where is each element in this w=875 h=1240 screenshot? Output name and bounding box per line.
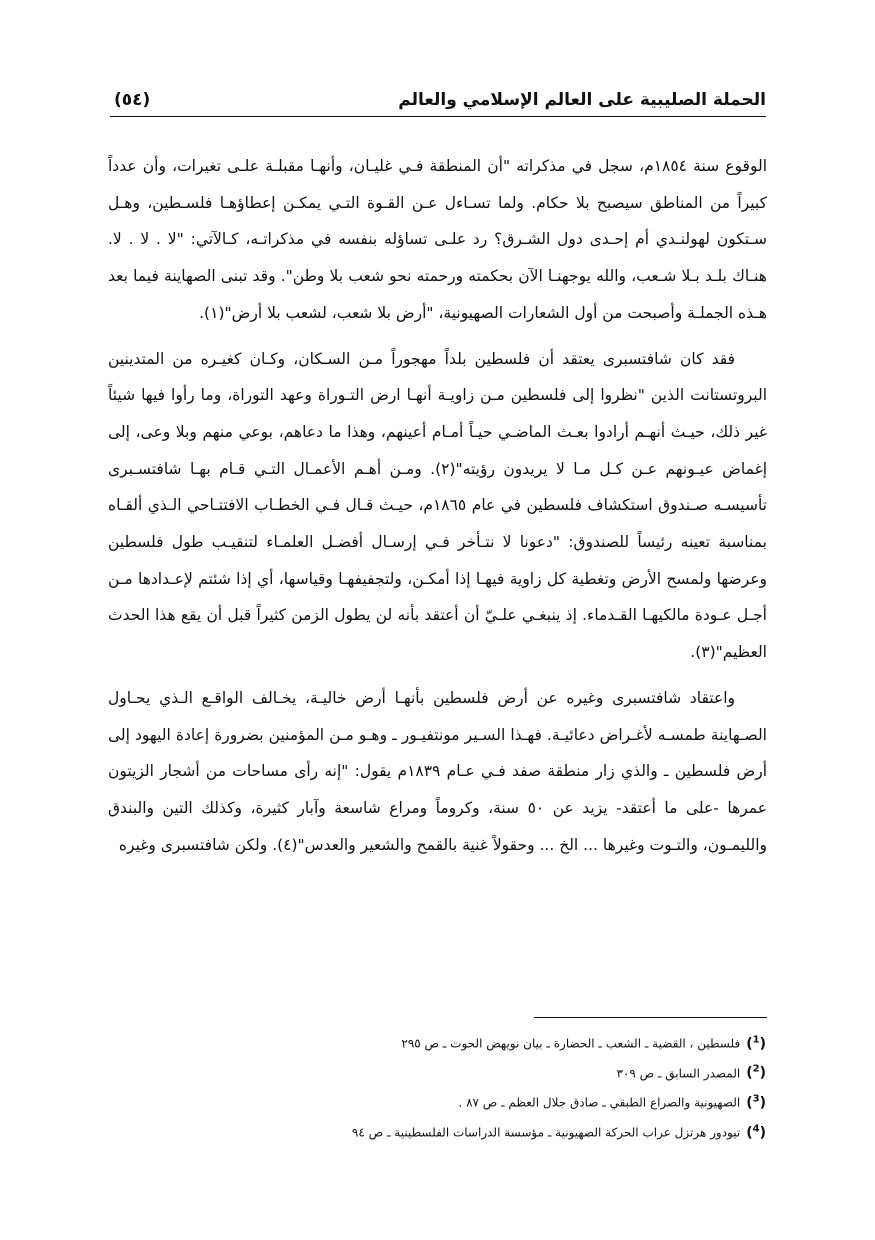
footnote-text: المصدر السابق ـ ص ٣٠٩ bbox=[616, 1066, 741, 1081]
running-title: الحملة الصليبية على العالم الإسلامي والعالم bbox=[398, 90, 766, 110]
paragraph: فقد كان شافتسبرى يعتقد أن فلسطين بلداً مهجوراً مـن السـكان، وكـان كغيـره من المتدينين البروتستانت الذين "نظروا إلى فلسطين مـن زاويـة أنهـا ارض التـوراة وعهد التوراة، وما رأوا فيها شيئاً غير ذلك، حيـث أنهـم أرادوا بعـث الماضـي حيـاً أمـام أعينهم، وهذا ما دعاهم، بوعي منهم وبلا وعى، إلى إغماض عيـونهم عـن كـل مـا لا يريدون رؤيته"(٢). ومـن أهـم الأعمـال التـي قـام بهـا شافتسـبرى تأسيسـه صـندوق استكشاف فلسطين في عام ١٨٦٥م، حيـث قـال فـي الخطـاب الافتتـاحي الـذي ألقـاه بمناسبة تعينه رئيساً للصندوق: "دعونا لا نتـأخر فـي إرسـال أفضـل العلمـاء لتنقيـب طول فلسطين وعرضها ولمسح الأرض وتغطية كل زاوية فيهـا إذا أمكـن، ولتجفيفهـا وقياسها، أي إذا شئتم لإعـدادها مـن أجـل عـودة مالكيهـا القـدماء. إذ ينبغـي علـيّ أن أعتقد بأنه لن يطول الزمن كثيراً قبل أن يقع هذا الحدث العظيم"(٣). bbox=[108, 349, 767, 662]
footnote-number: 2 bbox=[752, 1063, 760, 1075]
paragraph: واعتقاد شافتسبرى وغيره عن أرض فلسطين بأنهـا أرض خاليـة، يخـالف الواقـع الـذي يحـاول الصـهاينة طمسـه لأغـراض دعائيـة. فهـذا السـير مونتفيـور ـ وهـو مـن المؤمنين بضرورة إعادة اليهود إلى أرض فلسطين ـ والذي زار منطقة صفد فـي عـام ١٨٣٩م يقول: "إنه رأى مساحات من أشجار الزيتون عمرها -على ما أعتقد- يزيد عن ٥٠ سنة، وكروماً ومراع شاسعة وآبار كثيرة، وكذلك التين والبندق والليمـون، والتـوت وغيرها ... الخ ... وحقولاً غنية بالقمح والشعير والعدس"(٤). ولكن شافتسبرى وغيره bbox=[108, 688, 767, 854]
footnotes bbox=[240, 1027, 766, 1146]
body-text bbox=[108, 148, 767, 872]
page-header bbox=[110, 86, 766, 117]
footnote-divider bbox=[534, 1017, 767, 1018]
footnote: ($^2$)المصدر السابق ـ ص ٣٠٩ bbox=[616, 1063, 766, 1082]
footnote: ($^1$)فلسطين ، القضية ـ الشعب ـ الحضارة ـ بيان نويهض الحوت ـ ص ٢٩٥ bbox=[401, 1034, 766, 1052]
footnote: ($^3$)الصهيونية والصراع الطبقي ـ صادق جلال العظم ـ ص ٨٧ . bbox=[458, 1093, 766, 1111]
footnote-text: تيودور هرتزل عراب الحركة الصهيونية ـ مؤسسة الدراسات الفلسطينية ـ ص ٩٤ bbox=[351, 1125, 741, 1140]
footnote: ($^4$)تيودور هرتزل عراب الحركة الصهيونية ـ مؤسسة الدراسات الفلسطينية ـ ص ٩٤ bbox=[351, 1122, 766, 1141]
footnote-number: 1 bbox=[752, 1034, 760, 1045]
footnote-number: 4 bbox=[752, 1122, 760, 1134]
footnote-text: فلسطين ، القضية ـ الشعب ـ الحضارة ـ بيان نويهض الحوت ـ ص ٢٩٥ bbox=[401, 1036, 741, 1051]
paragraph: الوقوع سنة ١٨٥٤م، سجل في مذكراته "أن المنطقة فـي غليـان، وأنهـا مقبلـة علـى تغيرات، وأن عدداً كبيراً من المناطق سيصبح بلا حكام. ولما تسـاءل عـن القـوة التـي يمكـن إعطاؤهـا فلسـطين، وهـل سـتكون لهولنـدي أم إحـدى دول الشـرق؟ رد علـى تساؤله بنفسه في مذكراتـه، كـالآتي: "لا . لا . لا. هنـاك بلـد بـلا شـعب، والله يوجهنـا الآن بحكمته ورحمته نحو شعب بلا وطن". وقد تبنى الصهاينة فيما بعد هـذه الجملـة وأصبحت من أول الشعارات الصهيونية، "أرض بلا شعب، لشعب بلا أرض"(١). bbox=[108, 157, 767, 322]
footnote-number: 3 bbox=[752, 1093, 760, 1105]
footnote-text: الصهيونية والصراع الطبقي ـ صادق جلال العظم ـ ص ٨٧ . bbox=[458, 1095, 741, 1110]
page-number: (٥٤) bbox=[114, 90, 151, 110]
